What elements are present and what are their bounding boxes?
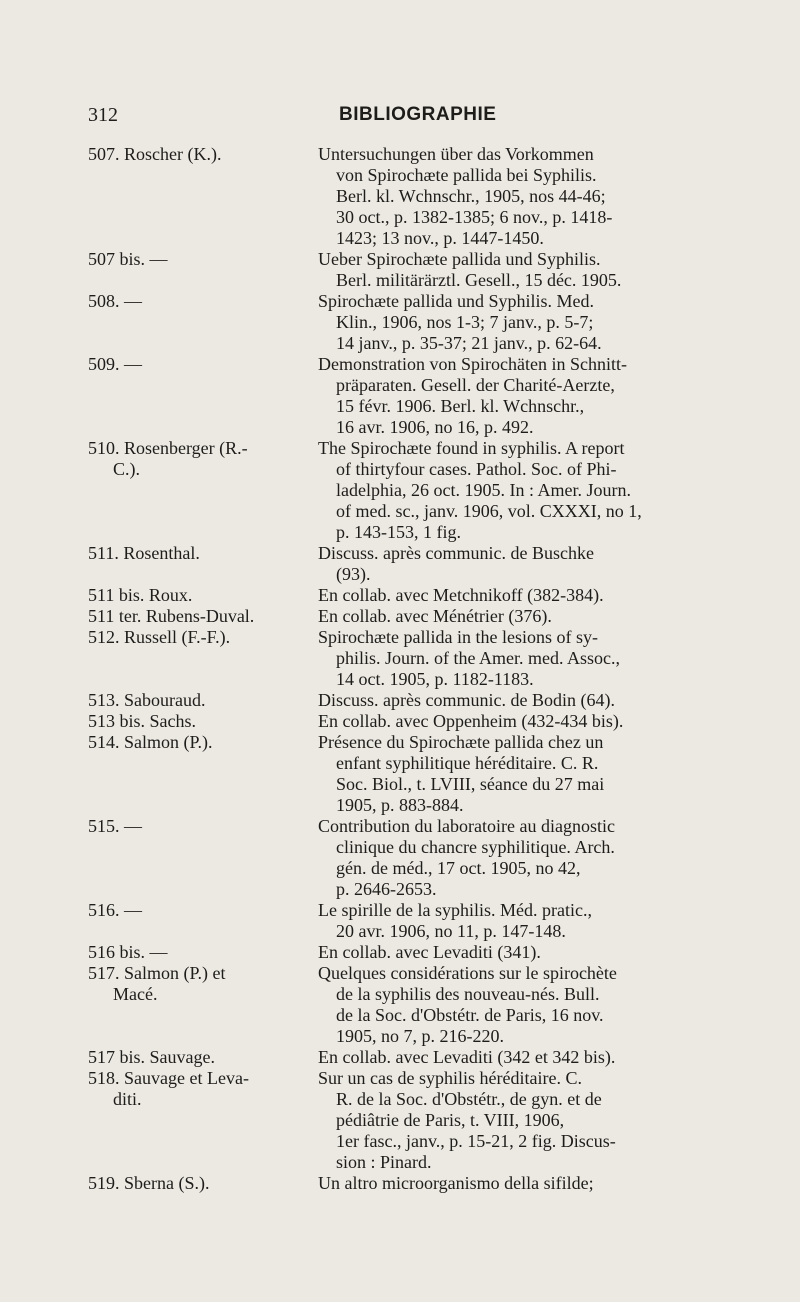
- entry-reference-line: 30 oct., p. 1382-1385; 6 nov., p. 1418-: [336, 207, 613, 227]
- bibliography-entry: [88, 942, 768, 963]
- entry-reference: [313, 144, 768, 249]
- entry-author-line: Macé.: [113, 984, 158, 1004]
- entry-author: [88, 690, 313, 711]
- entry-reference-line: enfant syphilitique héréditaire. C. R.: [336, 753, 599, 773]
- entry-author-line: 514. Salmon (P.).: [88, 732, 213, 752]
- bibliography-entry: [88, 438, 768, 543]
- entry-author-line: 507. Roscher (K.).: [88, 144, 222, 164]
- entry-reference: [313, 354, 768, 438]
- entry-reference-line: Discuss. après communic. de Buschke: [318, 543, 594, 563]
- entry-author-line: 516 bis. —: [88, 942, 168, 962]
- entry-reference-line: 16 avr. 1906, no 16, p. 492.: [336, 417, 534, 437]
- bibliography-entry: [88, 627, 768, 690]
- entry-reference-line: sion : Pinard.: [336, 1152, 432, 1172]
- entry-reference-line: of med. sc., janv. 1906, vol. CXXXI, no 1,: [336, 501, 642, 521]
- bibliography-entry: [88, 354, 768, 438]
- bibliography-entry: [88, 249, 768, 291]
- entry-reference: [313, 438, 768, 543]
- entry-reference-line: clinique du chancre syphilitique. Arch.: [336, 837, 615, 857]
- entry-author: [88, 144, 313, 249]
- entry-reference-line: Klin., 1906, nos 1-3; 7 janv., p. 5-7;: [336, 312, 594, 332]
- entry-reference-line: Quelques considérations sur le spirochète: [318, 963, 617, 983]
- entry-reference: [313, 585, 768, 606]
- entry-reference-line: Ueber Spirochæte pallida und Syphilis.: [318, 249, 601, 269]
- entry-author: [88, 732, 313, 816]
- entry-author: [88, 606, 313, 627]
- entry-reference: [313, 963, 768, 1047]
- entry-reference-line: of thirtyfour cases. Pathol. Soc. of Phi-: [336, 459, 617, 479]
- entry-author: [88, 585, 313, 606]
- entry-author: [88, 1047, 313, 1068]
- entry-reference-line: R. de la Soc. d'Obstétr., de gyn. et de: [336, 1089, 602, 1109]
- entry-reference-line: de la syphilis des nouveau-nés. Bull.: [336, 984, 600, 1004]
- entry-author: [88, 354, 313, 438]
- bibliography-entry: [88, 690, 768, 711]
- entry-reference-line: Un altro microorganismo della sifilde;: [318, 1173, 594, 1193]
- entry-reference-line: 20 avr. 1906, no 11, p. 147-148.: [336, 921, 566, 941]
- entry-author-line: 507 bis. —: [88, 249, 168, 269]
- entry-reference: [313, 900, 768, 942]
- entry-reference-line: Sur un cas de syphilis héréditaire. C.: [318, 1068, 582, 1088]
- entry-reference-line: präparaten. Gesell. der Charité-Aerzte,: [336, 375, 615, 395]
- entry-reference-line: En collab. avec Levaditi (342 et 342 bis).: [318, 1047, 616, 1067]
- bibliography-list: [88, 144, 768, 1194]
- entry-reference-line: pédiâtrie de Paris, t. VIII, 1906,: [336, 1110, 565, 1130]
- entry-author: [88, 942, 313, 963]
- entry-author: [88, 900, 313, 942]
- entry-author-line: 516. —: [88, 900, 142, 920]
- bibliography-entry: [88, 900, 768, 942]
- entry-reference-line: 1905, no 7, p. 216-220.: [336, 1026, 504, 1046]
- entry-author-line: 513 bis. Sachs.: [88, 711, 196, 731]
- bibliography-entry: [88, 1047, 768, 1068]
- entry-author: [88, 963, 313, 1047]
- entry-author: [88, 438, 313, 543]
- entry-reference: [313, 627, 768, 690]
- bibliography-entry: [88, 543, 768, 585]
- entry-reference: [313, 543, 768, 585]
- bibliography-entry: [88, 1068, 768, 1173]
- entry-author: [88, 543, 313, 585]
- entry-author-line: 511 bis. Roux.: [88, 585, 193, 605]
- bibliography-entry: [88, 816, 768, 900]
- entry-reference-line: Contribution du laboratoire au diagnostic: [318, 816, 615, 836]
- entry-author-line: 518. Sauvage et Leva-: [88, 1068, 249, 1088]
- entry-author-line: 512. Russell (F.-F.).: [88, 627, 231, 647]
- bibliography-entry: [88, 606, 768, 627]
- entry-author-line: 515. —: [88, 816, 142, 836]
- entry-author-line: 517. Salmon (P.) et: [88, 963, 226, 983]
- entry-author: [88, 1173, 313, 1194]
- entry-reference-line: Berl. militärärztl. Gesell., 15 déc. 1905.: [336, 270, 622, 290]
- entry-reference-line: (93).: [336, 564, 371, 584]
- entry-reference-line: En collab. avec Oppenheim (432-434 bis).: [318, 711, 624, 731]
- entry-reference-line: Spirochæte pallida und Syphilis. Med.: [318, 291, 594, 311]
- entry-reference-line: philis. Journ. of the Amer. med. Assoc.,: [336, 648, 620, 668]
- entry-reference-line: p. 143-153, 1 fig.: [336, 522, 461, 542]
- entry-author-line: 508. —: [88, 291, 142, 311]
- entry-reference-line: Discuss. après communic. de Bodin (64).: [318, 690, 615, 710]
- entry-reference: [313, 816, 768, 900]
- running-head: BIBLIOGRAPHIE: [339, 104, 497, 125]
- entry-reference-line: p. 2646-2653.: [336, 879, 437, 899]
- bibliography-entry: [88, 585, 768, 606]
- bibliography-entry: [88, 144, 768, 249]
- bibliography-entry: [88, 732, 768, 816]
- entry-author: [88, 291, 313, 354]
- entry-reference: [313, 690, 768, 711]
- entry-reference-line: Demonstration von Spirochäten in Schnitt-: [318, 354, 627, 374]
- entry-reference-line: 14 oct. 1905, p. 1182-1183.: [336, 669, 534, 689]
- entry-reference: [313, 1173, 768, 1194]
- entry-reference-line: 14 janv., p. 35-37; 21 janv., p. 62-64.: [336, 333, 602, 353]
- entry-reference: [313, 606, 768, 627]
- entry-reference: [313, 942, 768, 963]
- bibliography-entry: [88, 711, 768, 732]
- entry-author-line: 509. —: [88, 354, 142, 374]
- entry-author: [88, 816, 313, 900]
- entry-author: [88, 711, 313, 732]
- entry-reference-line: Présence du Spirochæte pallida chez un: [318, 732, 604, 752]
- bibliography-entry: [88, 963, 768, 1047]
- entry-reference-line: 1905, p. 883-884.: [336, 795, 464, 815]
- entry-author-line: 519. Sberna (S.).: [88, 1173, 210, 1193]
- entry-reference-line: de la Soc. d'Obstétr. de Paris, 16 nov.: [336, 1005, 604, 1025]
- entry-author-line: 510. Rosenberger (R.-: [88, 438, 248, 458]
- entry-reference-line: Berl. kl. Wchnschr., 1905, nos 44-46;: [336, 186, 606, 206]
- entry-reference-line: The Spirochæte found in syphilis. A report: [318, 438, 625, 458]
- entry-reference-line: En collab. avec Levaditi (341).: [318, 942, 541, 962]
- page-header: [0, 104, 800, 134]
- entry-reference-line: 1er fasc., janv., p. 15-21, 2 fig. Discus-: [336, 1131, 616, 1151]
- entry-reference-line: von Spirochæte pallida bei Syphilis.: [336, 165, 597, 185]
- entry-reference-line: Soc. Biol., t. LVIII, séance du 27 mai: [336, 774, 605, 794]
- entry-reference-line: Untersuchungen über das Vorkommen: [318, 144, 594, 164]
- entry-reference-line: En collab. avec Ménétrier (376).: [318, 606, 552, 626]
- entry-author-line: diti.: [113, 1089, 142, 1109]
- entry-author-line: 511 ter. Rubens-Duval.: [88, 606, 255, 626]
- bibliography-entry: [88, 1173, 768, 1194]
- entry-reference-line: 1423; 13 nov., p. 1447-1450.: [336, 228, 544, 248]
- entry-reference: [313, 291, 768, 354]
- page-number: 312: [88, 104, 118, 126]
- entry-reference-line: gén. de méd., 17 oct. 1905, no 42,: [336, 858, 581, 878]
- entry-reference-line: ladelphia, 26 oct. 1905. In : Amer. Journ.: [336, 480, 631, 500]
- entry-reference: [313, 1068, 768, 1173]
- entry-author: [88, 1068, 313, 1173]
- entry-author: [88, 249, 313, 291]
- entry-reference: [313, 711, 768, 732]
- entry-author-line: 517 bis. Sauvage.: [88, 1047, 215, 1067]
- entry-reference-line: Spirochæte pallida in the lesions of sy-: [318, 627, 598, 647]
- entry-reference-line: 15 févr. 1906. Berl. kl. Wchnschr.,: [336, 396, 585, 416]
- entry-reference-line: Le spirille de la syphilis. Méd. pratic.,: [318, 900, 592, 920]
- entry-author: [88, 627, 313, 690]
- entry-author-line: 513. Sabouraud.: [88, 690, 206, 710]
- entry-reference: [313, 249, 768, 291]
- entry-reference-line: En collab. avec Metchnikoff (382-384).: [318, 585, 604, 605]
- entry-author-line: C.).: [113, 459, 140, 479]
- entry-author-line: 511. Rosenthal.: [88, 543, 200, 563]
- entry-reference: [313, 732, 768, 816]
- bibliography-entry: [88, 291, 768, 354]
- entry-reference: [313, 1047, 768, 1068]
